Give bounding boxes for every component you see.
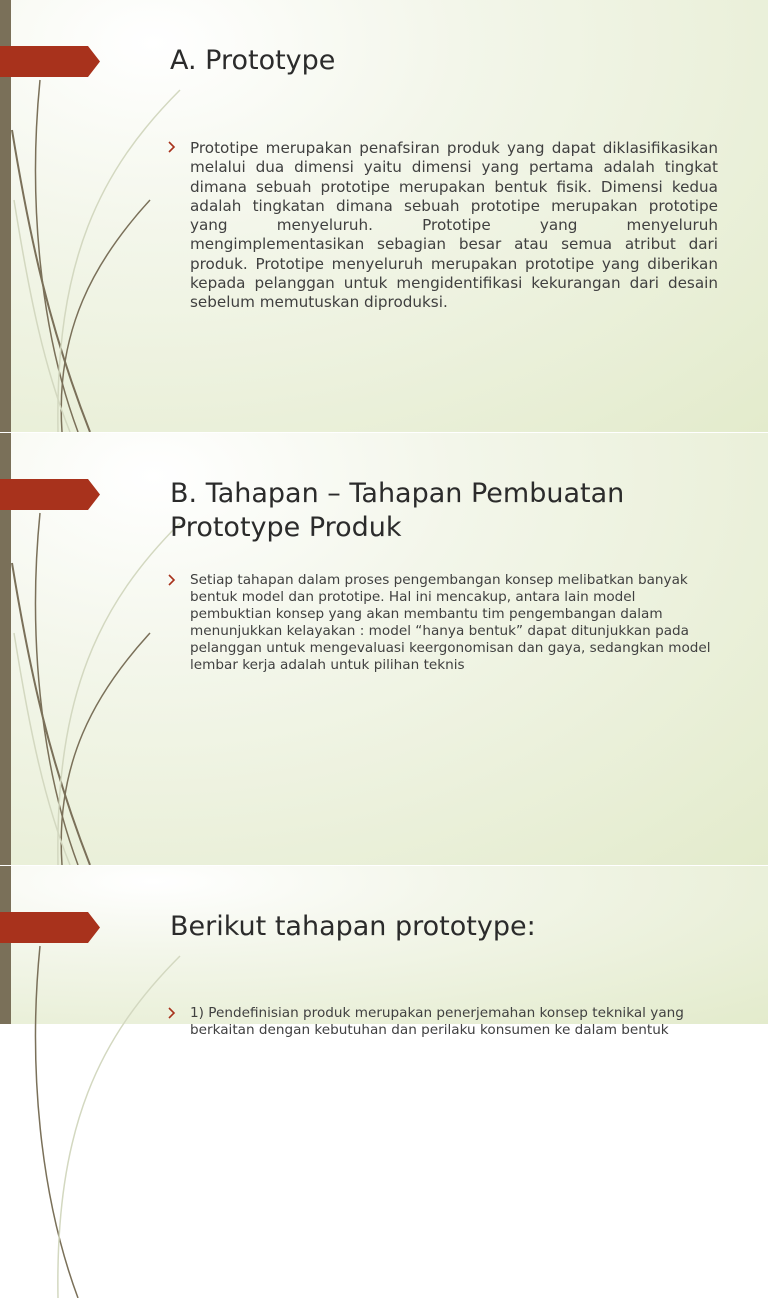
slide-title-line-2: Prototype Produk [170, 512, 402, 543]
slide-title [170, 477, 624, 545]
title-arrow-icon [0, 912, 100, 943]
slide-title-line-1: B. Tahapan – Tahapan Pembuatan [170, 478, 625, 509]
slide-3 [0, 866, 768, 1038]
slide-1 [0, 0, 768, 432]
bullet-item [168, 139, 718, 313]
bullet-text: Setiap tahapan dalam proses pengembangan konsep melibatkan banyak bentuk model dan prototipe. Hal ini mencakup, antara lain model pembuktian konsep yang akan membantu tim pengembangan dalam menunjukkan kelayakan : model “hanya bentuk” dapat ditunjukkan pada pelanggan untuk mengevaluasi keergonomisan dan gaya, sedangkan model lembar kerja adalah untuk pilihan teknis [190, 572, 711, 673]
slide-title: A. Prototype [170, 45, 336, 76]
bullet-arrow-icon [168, 574, 176, 586]
title-arrow-icon [0, 46, 100, 77]
title-arrow-icon [0, 479, 100, 510]
bullet-item [168, 1005, 718, 1039]
slide-2 [0, 433, 768, 865]
bullet-text: 1) Pendefinisian produk merupakan penerjemahan konsep teknikal yang berkaitan dengan kebutuhan dan perilaku konsumen ke dalam bentuk [190, 1005, 684, 1038]
bullet-arrow-icon [168, 1007, 176, 1019]
bullet-item [168, 572, 718, 674]
slide-title: Berikut tahapan prototype: [170, 911, 536, 942]
bullet-arrow-icon [168, 141, 176, 153]
bullet-text: Prototipe merupakan penafsiran produk yang dapat diklasifikasikan melalui dua dimensi yaitu dimensi yang pertama adalah tingkat dimana sebuah prototipe merupakan bentuk fisik. Dimensi kedua adalah tingkatan dimana sebuah prototipe merupakan prototipe yang menyeluruh. Prototipe yang menyeluruh mengimplementasikan sebagian besar atau semua atribut dari produk. Prototipe menyeluruh merupakan prototipe yang diberikan kepada pelanggan untuk mengidentifikasi kekurangan dari desain sebelum memutuskan diproduksi. [190, 139, 718, 312]
